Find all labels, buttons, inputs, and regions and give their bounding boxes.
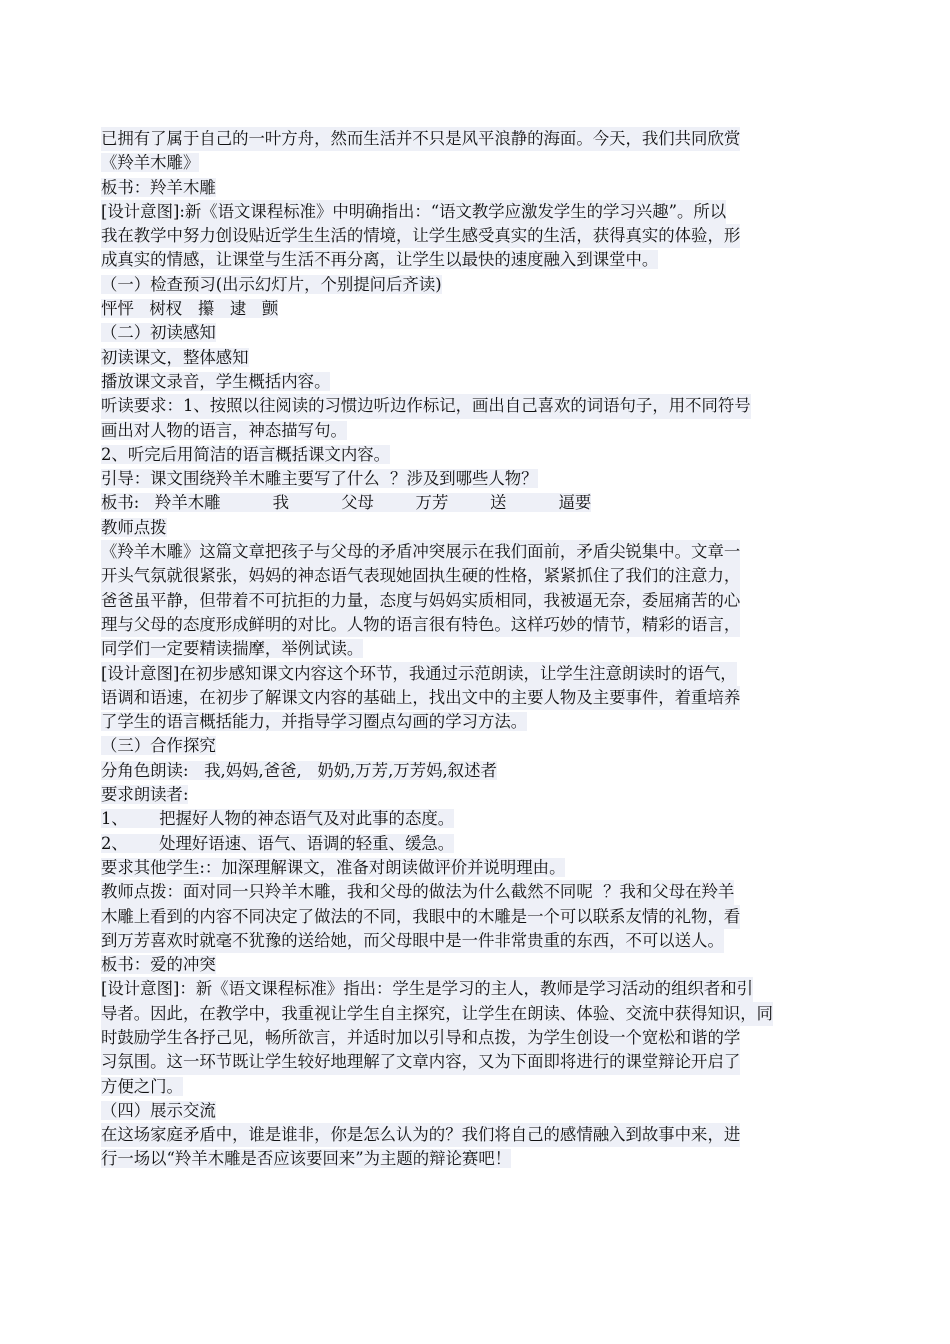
text-line: 爸爸虽平静，但带着不可抗拒的力量，态度与妈妈实质相同，我被逼无奈，委屈痛苦的心 [101,589,836,613]
text-line: 在这场家庭矛盾中，谁是谁非，你是怎么认为的？我们将自己的感情融入到故事中来，进 [101,1123,836,1147]
text-line: 导者。因此，在教学中，我重视让学生自主探究，让学生在朗读、体验、交流中获得知识，同 [101,1002,836,1026]
text-line: 初读课文，整体感知 [101,347,249,367]
text-line: 《羚羊木雕》 [101,153,200,173]
text-line: [设计意图]:新《语文课程标准》中明确指出：“语文教学应激发学生的学习兴趣”。所以 [101,200,836,224]
section-heading: （四）展示交流 [101,1100,216,1120]
text-line: 2、听完后用简洁的语言概括课文内容。 [101,444,391,464]
text-line: 怦怦 树杈 攥 逮 颤 [101,299,279,319]
text-line: 我在教学中努力创设贴近学生生活的情境，让学生感受真实的生活，获得真实的体验，形 [101,224,836,248]
text-line: 方便之门。 [101,1076,183,1096]
text-line: 板书: 羚羊木雕 我 父母 万芳 送 逼要 [101,493,592,513]
text-line: 板书：羚羊木雕 [101,177,216,197]
text-line: 语调和语速，在初步了解课文内容的基础上，找出文中的主要人物及主要事件，着重培养 [101,686,836,710]
text-line: 了学生的语言概括能力，并指导学习圈点勾画的学习方法。 [101,712,528,732]
text-line: 分角色朗读: 我,妈妈,爸爸, 奶奶,万芳,万芳妈,叙述者 [101,760,497,780]
text-line: 行一场以“羚羊木雕是否应该要回来”为主题的辩论赛吧！ [101,1149,512,1169]
text-line: 要求其他学生:：加深理解课文，准备对朗读做评价并说明理由。 [101,857,566,877]
text-line: 引导：课文围绕羚羊木雕主要写了什么 ？涉及到哪些人物？ [101,469,538,489]
text-line: 同学们一定要精读揣摩，举例试读。 [101,639,364,659]
text-line: 已拥有了属于自己的一叶方舟，然而生活并不只是风平浪静的海面。今天，我们共同欣赏 [101,127,836,151]
text-line: 开头气氛就很紧张，妈妈的神态语气表现她固执生硬的性格，紧紧抓住了我们的注意力， [101,564,836,588]
text-line: 播放课文录音，学生概括内容。 [101,371,331,391]
text-line: 《羚羊木雕》这篇文章把孩子与父母的矛盾冲突展示在我们面前，矛盾尖锐集中。文章一 [101,540,836,564]
text-line: 习氛围。这一环节既让学生较好地理解了文章内容，又为下面即将进行的课堂辩论开启了 [101,1050,836,1074]
text-line: 画出对人物的语言，神态描写句。 [101,420,347,440]
text-line: 木雕上看到的内容不同决定了做法的不同，我眼中的木雕是一个可以联系友情的礼物，看 [101,905,836,929]
text-line: 到万芳喜欢时就毫不犹豫的送给她，而父母眼中是一件非常贵重的东西，不可以送人。 [101,929,836,953]
text-line: [设计意图]在初步感知课文内容这个环节，我通过示范朗读，让学生注意朗读时的语气， [101,662,836,686]
text-line: 要求朗读者: [101,785,189,805]
list-item: 1、 把握好人物的神态语气及对此事的态度。 [101,809,455,829]
text-line: 教师点拨：面对同一只羚羊木雕，我和父母的做法为什么截然不同呢 ？我和父母在羚羊 [101,880,836,904]
text-line: [设计意图]：新《语文课程标准》指出：学生是学习的主人，教师是学习活动的组织者和引 [101,977,836,1001]
section-heading: （二）初读感知 [101,323,216,343]
list-item: 2、 处理好语速、语气、语调的轻重、缓急。 [101,833,455,853]
text-line: 听读要求：1、按照以往阅读的习惯边听边作标记，画出自己喜欢的词语句子，用不同符号 [101,394,836,418]
section-heading: （一）检查预习(出示幻灯片，个别提问后齐读) [101,274,442,294]
text-line: 时鼓励学生各抒己见，畅所欲言，并适时加以引导和点拨，为学生创设一个宽松和谐的学 [101,1026,836,1050]
section-heading: （三）合作探究 [101,736,216,756]
text-line: 理与父母的态度形成鲜明的对比。人物的语言很有特色。这样巧妙的情节，精彩的语言， [101,613,836,637]
text-line: 成真实的情感，让课堂与生活不再分离，让学生以最快的速度融入到课堂中。 [101,250,659,270]
text-line: 板书：爱的冲突 [101,955,216,975]
document-body [101,127,836,1172]
text-line: 教师点拨 [101,517,167,537]
